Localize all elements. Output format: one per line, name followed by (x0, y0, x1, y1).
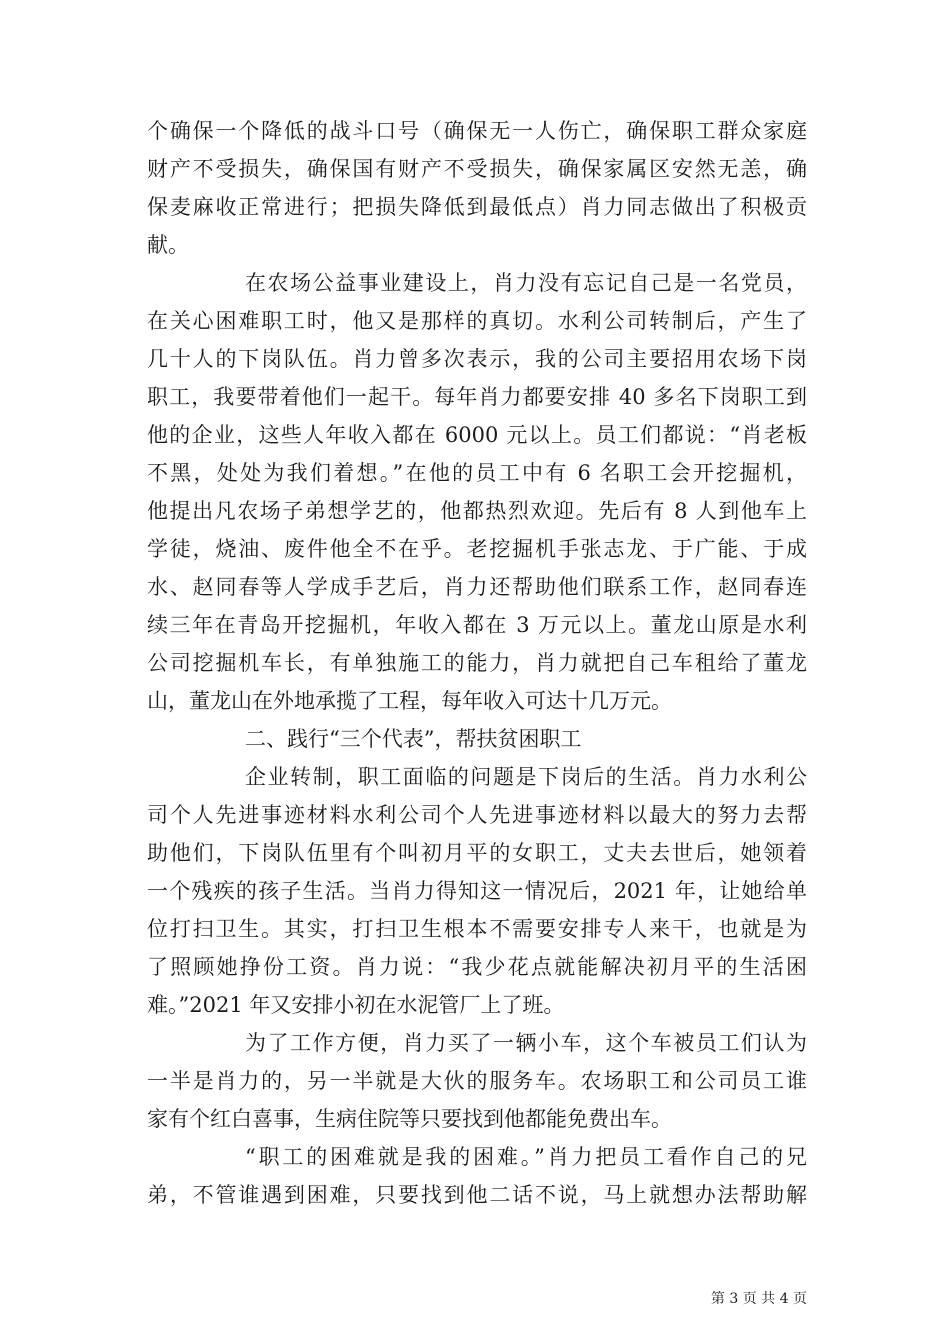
text-line: 水、赵同春等人学成手艺后，肖力还帮助他们联系工作，赵同春连 (147, 575, 807, 599)
document-body (147, 112, 807, 1214)
text-line: 在关心困难职工时，他又是那样的真切。水利公司转制后，产生了 (147, 309, 807, 333)
paragraph-start-line: 企业转制，职工面临的问题是下岗后的生活。肖力水利公 (245, 765, 807, 789)
text-line: 个确保一个降低的战斗口号（确保无一人伤亡，确保职工群众家庭 (147, 119, 807, 143)
text-line: 保麦麻收正常进行；把损失降低到最低点）肖力同志做出了积极贡 (147, 195, 807, 219)
text-line: 献。 (147, 233, 189, 257)
section-heading: 二、践行“三个代表”，帮扶贫困职工 (245, 727, 582, 751)
text-line: 山，董龙山在外地承揽了工程，每年收入可达十几万元。 (147, 689, 672, 713)
text-line: 难。”2021 年又安排小初在水泥管厂上了班。 (147, 993, 565, 1017)
text-line: 司个人先进事迹材料水利公司个人先进事迹材料以最大的努力去帮 (147, 803, 807, 827)
text-line: 家有个红白喜事，生病住院等只要找到他都能免费出车。 (147, 1107, 672, 1131)
text-line: 他提出凡农场子弟想学艺的，他都热烈欢迎。先后有 8 人到他车上 (147, 499, 807, 523)
paragraph-start-line: “职工的困难就是我的困难。”肖力把员工看作自己的兄 (245, 1145, 807, 1169)
page-number: 第 3 页 共 4 页 (710, 1291, 807, 1307)
text-line: 一个残疾的孩子生活。当肖力得知这一情况后，2021 年，让她给单 (147, 879, 807, 903)
text-line: 公司挖掘机车长，有单独施工的能力，肖力就把自己车租给了董龙 (147, 651, 807, 675)
text-line: 不黑，处处为我们着想。”在他的员工中有 6 名职工会开挖掘机， (147, 461, 807, 485)
text-line: 财产不受损失，确保国有财产不受损失，确保家属区安然无恙，确 (147, 157, 807, 181)
text-line: 续三年在青岛开挖掘机，年收入都在 3 万元以上。董龙山原是水利 (147, 613, 807, 637)
text-line: 位打扫卫生。其实，打扫卫生根本不需要安排专人来干，也就是为 (147, 917, 807, 941)
text-line: 弟，不管谁遇到困难，只要找到他二话不说，马上就想办法帮助解 (147, 1183, 807, 1207)
text-line: 助他们，下岗队伍里有个叫初月平的女职工，丈夫去世后，她领着 (147, 841, 807, 865)
text-line: 学徒，烧油、废件他全不在乎。老挖掘机手张志龙、于广能、于成 (147, 537, 807, 561)
text-line: 一半是肖力的，另一半就是大伙的服务车。农场职工和公司员工谁 (147, 1069, 807, 1093)
paragraph-start-line: 在农场公益事业建设上，肖力没有忘记自己是一名党员， (245, 271, 807, 295)
text-line: 几十人的下岗队伍。肖力曾多次表示，我的公司主要招用农场下岗 (147, 347, 807, 371)
text-line: 他的企业，这些人年收入都在 6000 元以上。员工们都说：“肖老板 (147, 423, 807, 447)
text-line: 了照顾她挣份工资。肖力说：“我少花点就能解决初月平的生活困 (147, 955, 807, 979)
paragraph-start-line: 为了工作方便，肖力买了一辆小车，这个车被员工们认为 (245, 1031, 807, 1055)
text-line: 职工，我要带着他们一起干。每年肖力都要安排 40 多名下岗职工到 (147, 385, 807, 409)
